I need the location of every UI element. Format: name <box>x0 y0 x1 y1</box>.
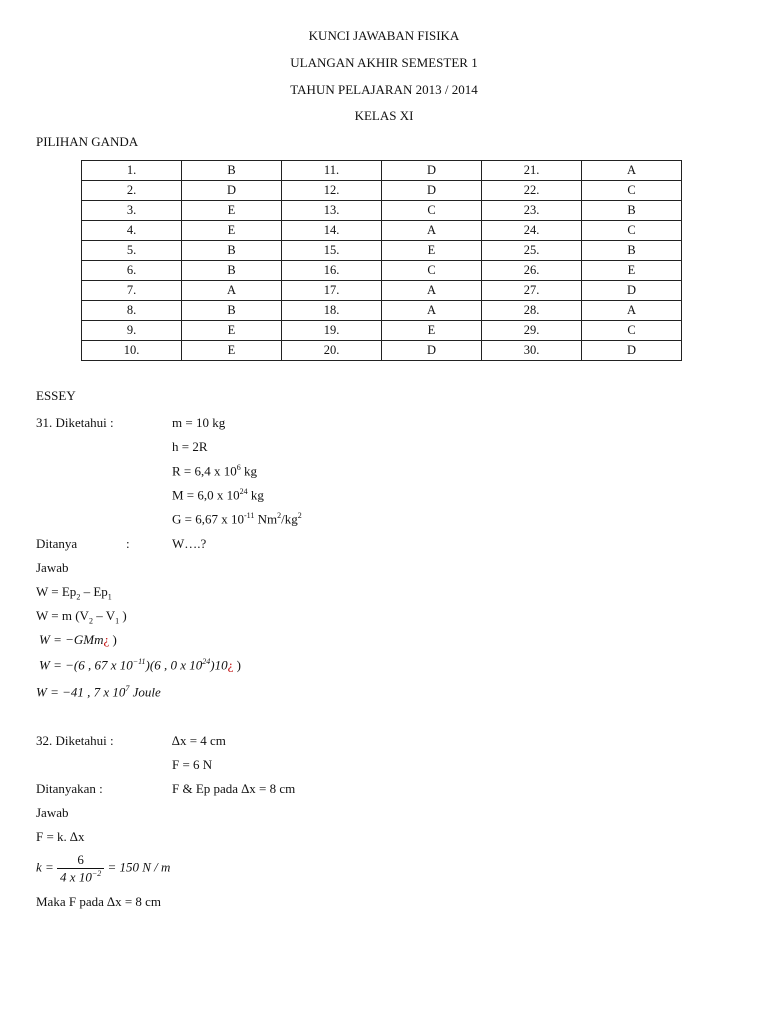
question-number-cell: 22. <box>482 181 582 201</box>
answer-letter-cell: A <box>182 281 282 301</box>
answer-letter-cell: E <box>182 341 282 361</box>
question-number-cell: 10. <box>82 341 182 361</box>
answer-letter-cell: E <box>582 261 682 281</box>
answer-row <box>82 221 682 241</box>
answer-letter-cell: D <box>182 181 282 201</box>
answer-letter-cell: B <box>182 261 282 281</box>
answer-letter-cell: E <box>182 321 282 341</box>
title-line-4: KELAS XI <box>354 108 414 123</box>
question-number-cell: 21. <box>482 161 582 181</box>
answer-letter-cell: A <box>382 221 482 241</box>
answer-row <box>82 341 682 361</box>
question-number-cell: 5. <box>82 241 182 261</box>
answer-row <box>82 301 682 321</box>
q31-gravity-constant: G = 6,67 x $10^{-11}$ $Nm^2/kg^2$ <box>172 511 302 527</box>
q31-radius: R = 6,4 x $10^6$ kg <box>172 463 258 479</box>
question-number-cell: 23. <box>482 201 582 221</box>
q32-displacement: ∆x = 4 cm <box>172 733 226 748</box>
answer-key-table <box>81 160 682 361</box>
answer-row <box>82 201 682 221</box>
answer-letter-cell: A <box>582 301 682 321</box>
question-number-cell: 6. <box>82 261 182 281</box>
answer-letter-cell: B <box>582 241 682 261</box>
question-number-cell: 3. <box>82 201 182 221</box>
answer-letter-cell: B <box>182 161 282 181</box>
answer-letter-cell: D <box>382 341 482 361</box>
question-number-cell: 14. <box>282 221 382 241</box>
q31-step-4: W = −(6 , 67 x $10^{-11})(6$ , 0 x $10^{24})10¿$ ) <box>39 657 241 673</box>
answer-letter-cell: C <box>582 181 682 201</box>
answer-row <box>82 321 682 341</box>
section-essey: ESSEY <box>36 388 76 403</box>
q31-jawab: Jawab <box>36 560 69 575</box>
answer-letter-cell: B <box>182 241 282 261</box>
title-line-3: TAHUN PELAJARAN 2013 / 2014 <box>290 82 478 97</box>
question-number-cell: 1. <box>82 161 182 181</box>
answer-letter-cell: B <box>582 201 682 221</box>
question-number-cell: 8. <box>82 301 182 321</box>
q31-mass: m = 10 kg <box>172 415 226 430</box>
answer-letter-cell: D <box>382 181 482 201</box>
q31-result: W = −41 , 7 x $10^7$ Joule <box>36 684 161 700</box>
answer-letter-cell: B <box>182 301 282 321</box>
q31-height: h = 2R <box>172 439 208 454</box>
answer-letter-cell: C <box>382 261 482 281</box>
question-number-cell: 25. <box>482 241 582 261</box>
answer-letter-cell: E <box>182 201 282 221</box>
q31-ditanya-label: Ditanya <box>36 536 78 551</box>
answer-row <box>82 281 682 301</box>
answer-letter-cell: D <box>582 281 682 301</box>
question-number-cell: 7. <box>82 281 182 301</box>
q32-jawab: Jawab <box>36 805 69 820</box>
question-number-cell: 17. <box>282 281 382 301</box>
q32-force: F = 6 N <box>172 757 213 772</box>
q32-k-calculation: k = $\frac{6}{4 x 10^{-2}}$ = 150 N / m <box>36 852 171 885</box>
q32-ditanyakan-value: F & Ep pada ∆x = 8 cm <box>172 781 296 796</box>
answer-letter-cell: E <box>382 241 482 261</box>
question-number-cell: 11. <box>282 161 382 181</box>
title-line-1: KUNCI JAWABAN FISIKA <box>308 28 460 43</box>
q32-maka: Maka F pada ∆x = 8 cm <box>36 894 162 909</box>
question-number-cell: 30. <box>482 341 582 361</box>
q31-step-3: W = −GMm¿ ) <box>39 632 117 647</box>
question-number-cell: 13. <box>282 201 382 221</box>
question-number-cell: 16. <box>282 261 382 281</box>
answer-letter-cell: C <box>582 321 682 341</box>
q31-step-2: W = m ($V_2 - V_1$ ) <box>36 608 127 626</box>
q31-ditanya-value: W….? <box>172 536 207 551</box>
answer-letter-cell: D <box>582 341 682 361</box>
answer-row <box>82 181 682 201</box>
answer-letter-cell: A <box>382 281 482 301</box>
question-number-cell: 20. <box>282 341 382 361</box>
question-number-cell: 27. <box>482 281 582 301</box>
q32-ditanyakan-label: Ditanyakan : <box>36 781 103 796</box>
q31-ditanya-colon: : <box>126 536 130 551</box>
answer-row <box>82 261 682 281</box>
question-number-cell: 12. <box>282 181 382 201</box>
answer-letter-cell: C <box>382 201 482 221</box>
question-number-cell: 18. <box>282 301 382 321</box>
q31-earth-mass: M = 6,0 x $10^{24}$ kg <box>172 487 264 503</box>
q32-label: 32. Diketahui : <box>36 733 114 748</box>
question-number-cell: 9. <box>82 321 182 341</box>
answer-letter-cell: D <box>382 161 482 181</box>
answer-letter-cell: C <box>582 221 682 241</box>
question-number-cell: 24. <box>482 221 582 241</box>
question-number-cell: 19. <box>282 321 382 341</box>
answer-letter-cell: E <box>182 221 282 241</box>
q32-formula: F = k. ∆x <box>36 829 85 844</box>
answer-row <box>82 161 682 181</box>
answer-letter-cell: A <box>382 301 482 321</box>
question-number-cell: 15. <box>282 241 382 261</box>
q31-label: 31. Diketahui : <box>36 415 114 430</box>
question-number-cell: 4. <box>82 221 182 241</box>
question-number-cell: 2. <box>82 181 182 201</box>
title-line-2: ULANGAN AKHIR SEMESTER 1 <box>290 55 478 70</box>
question-number-cell: 29. <box>482 321 582 341</box>
answer-letter-cell: A <box>582 161 682 181</box>
answer-row <box>82 241 682 261</box>
section-pilihan-ganda: PILIHAN GANDA <box>36 134 139 149</box>
answer-letter-cell: E <box>382 321 482 341</box>
q32-k-fraction: $\frac{6}{4 x 10^{-2}}$ <box>57 852 104 885</box>
question-number-cell: 28. <box>482 301 582 321</box>
q31-step-1: $W = Ep_2 - Ep_1$ <box>36 584 112 602</box>
question-number-cell: 26. <box>482 261 582 281</box>
